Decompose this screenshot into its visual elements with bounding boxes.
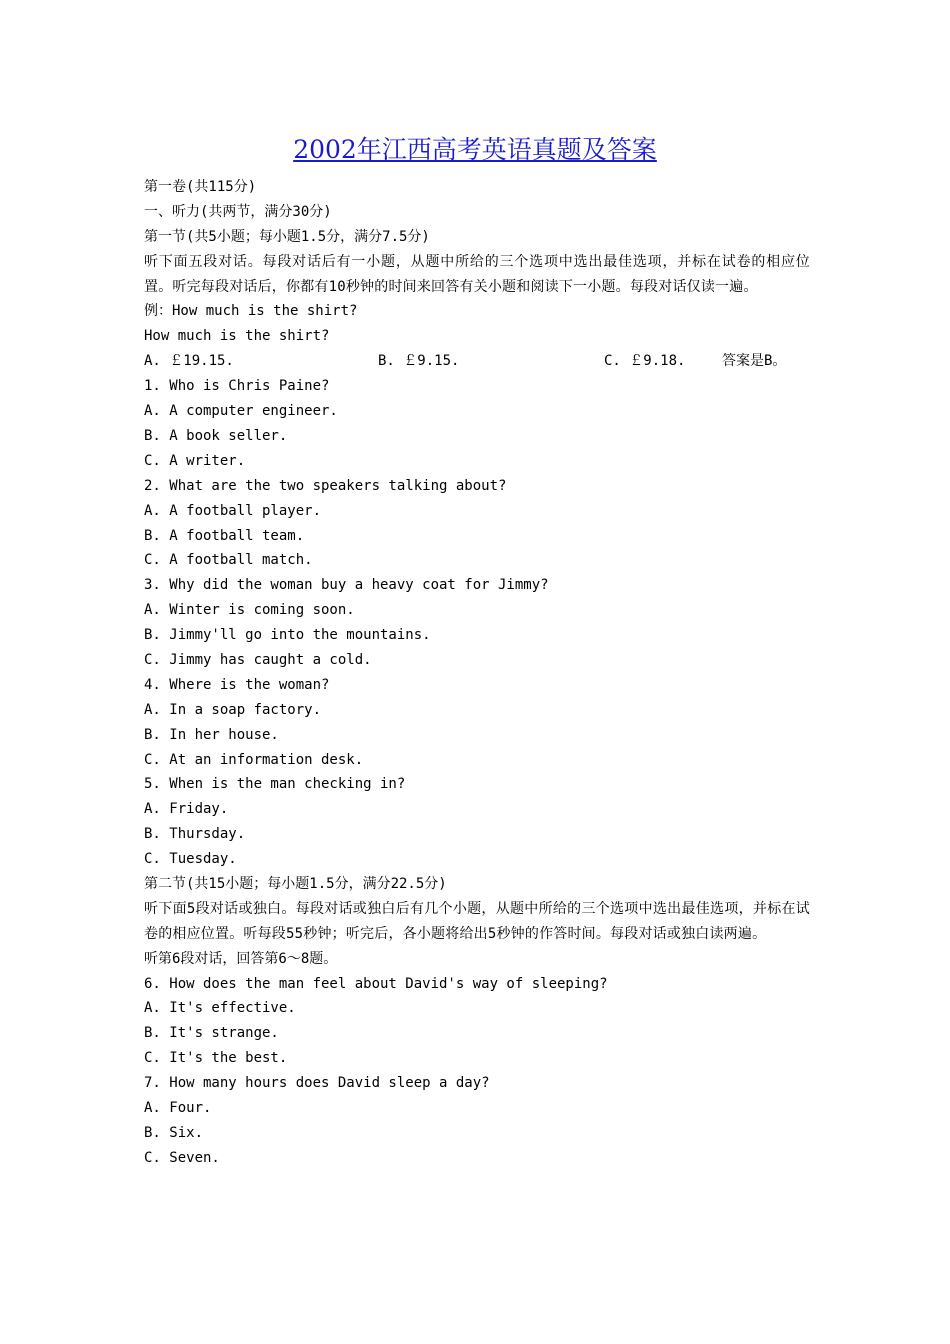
example-options <box>144 349 810 374</box>
question-line: 3. Why did the woman buy a heavy coat for Jimmy? <box>144 577 549 594</box>
document-body <box>144 175 810 1171</box>
option-line: A. A computer engineer. <box>144 403 338 420</box>
listening-section-line: 一、听力(共两节，满分30分) <box>144 203 332 220</box>
option-line: B. Six. <box>144 1124 204 1141</box>
option-line: A. A football player. <box>144 502 322 519</box>
option-line: B. It's strange. <box>144 1025 279 1042</box>
example-question-repeat: How much is the shirt? <box>144 328 330 345</box>
question-line: 6. How does the man feel about David's way of sleeping? <box>144 975 608 992</box>
option-line: C. Tuesday. <box>144 851 237 868</box>
option-line: A. It's effective. <box>144 1000 296 1017</box>
option-line: A. Winter is coming soon. <box>144 602 355 619</box>
option-line: A. In a soap factory. <box>144 701 322 718</box>
option-line: B. Jimmy'll go into the mountains. <box>144 627 431 644</box>
question-line: 7. How many hours does David sleep a day? <box>144 1075 490 1092</box>
option-line: B. A book seller. <box>144 427 288 444</box>
question-line: 2. What are the two speakers talking about? <box>144 477 507 494</box>
example-option-b: B. ￡9.15. <box>378 353 460 370</box>
example-option-c: C. ￡9.18. <box>604 353 686 370</box>
option-line: C. Seven. <box>144 1149 220 1166</box>
question-line: 1. Who is Chris Paine? <box>144 378 330 395</box>
option-line: B. A football team. <box>144 527 305 544</box>
option-line: C. At an information desk. <box>144 751 364 768</box>
option-line: A. Friday. <box>144 801 229 818</box>
page-title: 2002年江西高考英语真题及答案 <box>293 135 657 164</box>
dialogue-instruction: 听第6段对话，回答第6～8题。 <box>144 950 338 967</box>
example-option-a: A. ￡19.15. <box>144 353 234 370</box>
section2-header: 第二节(共15小题；每小题1.5分，满分22.5分) <box>144 875 447 892</box>
example-question: 例：How much is the shirt? <box>144 303 358 320</box>
option-line: B. Thursday. <box>144 826 246 843</box>
option-line: C. It's the best. <box>144 1050 288 1067</box>
section1-instructions: 听下面五段对话。每段对话后有一小题，从题中所给的三个选项中选出最佳选项，并标在试卷的相应位置。听完每段对话后，你都有10秒钟的时间来回答有关小题和阅读下一小题。每段对话仅读一遍。 <box>144 253 810 295</box>
option-line: C. A writer. <box>144 452 246 469</box>
option-line: C. A football match. <box>144 552 313 569</box>
section1-header: 第一节(共5小题；每小题1.5分，满分7.5分) <box>144 228 430 245</box>
paper-volume-line: 第一卷(共115分) <box>144 179 257 195</box>
option-line: A. Four. <box>144 1100 212 1117</box>
section2-instructions: 听下面5段对话或独白。每段对话或独白后有几个小题，从题中所给的三个选项中选出最佳选项，并标在试卷的相应位置。听每段55秒钟；听完后，各小题将给出5秒钟的作答时间。每段对话或独白读两遍。 <box>144 900 810 942</box>
option-line: B. In her house. <box>144 726 279 743</box>
question-line: 4. Where is the woman? <box>144 676 330 693</box>
example-answer: 答案是B。 <box>722 353 787 370</box>
option-line: C. Jimmy has caught a cold. <box>144 651 372 668</box>
question-line: 5. When is the man checking in? <box>144 776 406 793</box>
